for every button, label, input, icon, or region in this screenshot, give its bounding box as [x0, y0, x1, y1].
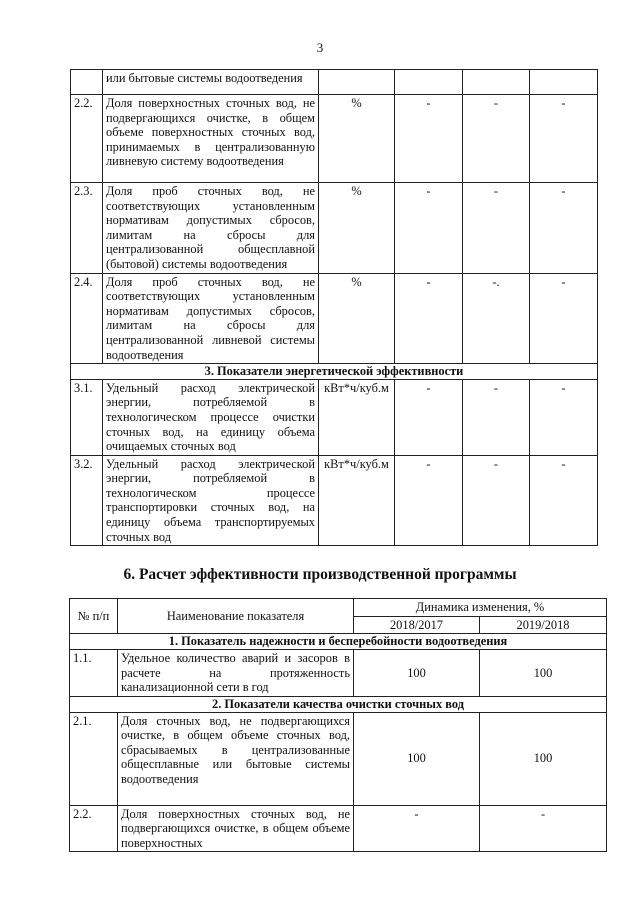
row-number: 2.2.: [70, 805, 118, 852]
header-period: 2018/2017: [354, 616, 480, 634]
row-value: -: [395, 183, 463, 274]
section-title: 2. Показатели качества очистки сточных вод: [70, 696, 607, 712]
row-value: [530, 70, 598, 95]
row-description: Доля проб сточных вод, не соответствующих установленным нормативам допустимых сбросов, лимитам на сбросы для централизованной общесплавной (бытовой) системы водоотведения: [103, 183, 319, 274]
row-unit: кВт*ч/куб.м: [319, 379, 395, 455]
section-row: [70, 634, 607, 650]
row-value: 100: [480, 650, 607, 697]
table-row: [71, 70, 598, 95]
efficiency-table: [69, 598, 607, 852]
row-value: -: [530, 273, 598, 364]
header-number: № п/п: [70, 599, 118, 634]
row-number: 2.1.: [70, 712, 118, 805]
section-heading: 6. Расчет эффективности производственной программы: [123, 566, 517, 583]
table-row: [71, 95, 598, 183]
row-unit: %: [319, 273, 395, 364]
table-row: [70, 712, 607, 805]
row-description: Удельный расход электрической энергии, потребляемой в технологическом процессе транспортировки сточных вод, на единицу объема транспортируемых сточных вод: [103, 455, 319, 546]
row-unit: %: [319, 183, 395, 274]
section-row: [70, 696, 607, 712]
header-dynamics: Динамика изменения, %: [354, 599, 607, 617]
table-header-row: [70, 599, 607, 617]
indicators-table-continued: [70, 69, 598, 546]
row-description: Удельный расход электрической энергии, потребляемой в технологическом процессе очистки сточных вод, на единицу объема очищаемых сточных вод: [103, 379, 319, 455]
row-number: 3.2.: [71, 455, 103, 546]
row-unit: %: [319, 95, 395, 183]
table-row: [70, 805, 607, 852]
row-value: -: [463, 379, 530, 455]
row-value: -: [463, 455, 530, 546]
row-value: 100: [480, 712, 607, 805]
row-number: 2.3.: [71, 183, 103, 274]
row-description: Доля поверхностных сточных вод, не подвергающихся очистке, в общем объеме поверхностных: [118, 805, 354, 852]
row-number: 2.2.: [71, 95, 103, 183]
row-value: -: [530, 379, 598, 455]
row-value: [395, 70, 463, 95]
table-row: [71, 183, 598, 274]
row-description: Удельное количество аварий и засоров в расчете на протяженность канализационной сети в год: [118, 650, 354, 697]
page-number: 3: [316, 40, 324, 55]
row-description: Доля сточных вод, не подвергающихся очистке, в общем объеме сточных вод, сбрасываемых в централизованные общесплавные или бытовые системы водоотведения: [118, 712, 354, 805]
row-description: или бытовые системы водоотведения: [103, 70, 319, 95]
row-value: -: [395, 455, 463, 546]
table-row: [70, 650, 607, 697]
row-number: [71, 70, 103, 95]
row-unit: [319, 70, 395, 95]
row-description: Доля проб сточных вод, не соответствующих установленным нормативам допустимых сбросов, лимитам на сбросы для централизованной ливневой системы водоотведения: [103, 273, 319, 364]
section-title: 1. Показатель надежности и бесперебойности водоотведения: [70, 634, 607, 650]
row-value: -: [395, 95, 463, 183]
table-row: [71, 379, 598, 455]
row-value: -: [530, 95, 598, 183]
section-title: 3. Показатели энергетической эффективности: [71, 364, 598, 380]
row-description: Доля поверхностных сточных вод, не подвергающихся очистке, в общем объеме поверхностных сточных вод, принимаемых в централизованную ливневую систему водоотведения: [103, 95, 319, 183]
row-value: 100: [354, 650, 480, 697]
table-row: [71, 273, 598, 364]
row-unit: кВт*ч/куб.м: [319, 455, 395, 546]
row-value: -: [395, 273, 463, 364]
row-value: -: [480, 805, 607, 852]
header-period: 2019/2018: [480, 616, 607, 634]
row-value: -: [463, 183, 530, 274]
row-value: -: [395, 379, 463, 455]
row-value: 100: [354, 712, 480, 805]
row-number: 2.4.: [71, 273, 103, 364]
row-value: [463, 70, 530, 95]
row-number: 1.1.: [70, 650, 118, 697]
row-value: -: [463, 95, 530, 183]
header-name: Наименование показателя: [118, 599, 354, 634]
row-value: -: [354, 805, 480, 852]
row-number: 3.1.: [71, 379, 103, 455]
table-row: [71, 455, 598, 546]
section-row: [71, 364, 598, 380]
row-value: -.: [463, 273, 530, 364]
row-value: -: [530, 455, 598, 546]
row-value: -: [530, 183, 598, 274]
